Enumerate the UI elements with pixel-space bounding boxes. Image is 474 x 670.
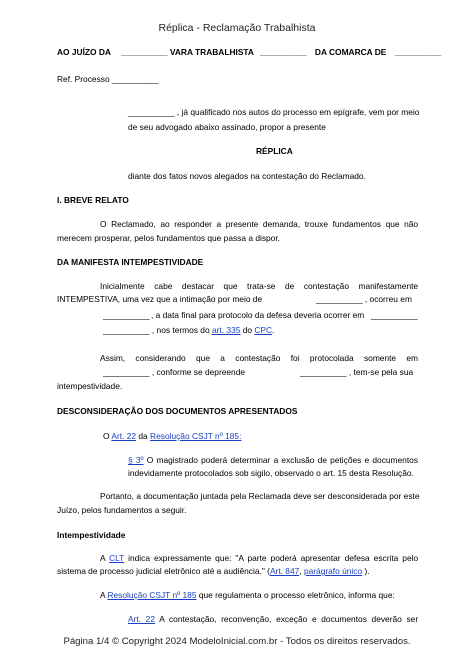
section3-p2-line-2: Juízo, pelos fundamentos a seguir. <box>57 505 187 515</box>
address-blank2: __________ <box>259 47 307 57</box>
document-header-title: Réplica - Reclamação Trabalhista <box>158 22 316 34</box>
link-art-335[interactable]: art. 335 <box>211 325 241 335</box>
address-part1: AO JUÍZO DA <box>57 47 111 57</box>
link-paragraph-3[interactable]: § 3º <box>128 455 144 465</box>
address-blank3: __________ <box>394 47 442 57</box>
section2-p1-line-4: __________ , nos termos do art. 335 do CPC. <box>103 325 275 335</box>
section3-quote-line-1: § 3º O magistrado poderá determinar a exclusão de petições e documentos <box>128 455 419 465</box>
section3-p2-line-1: Portanto, a documentação juntada pela Reclamada deve ser desconsiderada por este <box>100 491 420 501</box>
section2-p1-line-3a: __________ <box>103 310 150 320</box>
address-blank1: __________ <box>121 47 168 57</box>
intro-line-1: __________ , já qualificado nos autos do processo em epígrafe, vem por meio <box>128 107 420 117</box>
section1-paragraph-line-2: merecem prosperar, pelos fundamentos que passa a dispor. <box>57 233 280 243</box>
section2-p2-line-3: intempestividade. <box>57 381 123 391</box>
section3-line-1: O Art. 22 da Resolução CSJT nº 185: <box>103 431 242 441</box>
process-reference: Ref. Processo __________ <box>57 74 159 84</box>
link-art-22[interactable]: Art. 22 <box>111 431 137 441</box>
section2-p1-line-1: Inicialmente cabe destacar que trata-se de contestação manifestamente <box>100 281 419 291</box>
address-line <box>57 47 441 58</box>
section2-p1-line-3c: __________ <box>371 310 418 320</box>
section2-p2-line-2b: __________ , tem-se pela sua <box>300 367 414 377</box>
link-resolucao-csjt-185[interactable]: Resolução CSJT nº 185: <box>150 431 242 441</box>
section-heading-intempestividade-manifesta: DA MANIFESTA INTEMPESTIVIDADE <box>57 257 204 267</box>
section3-quote-line-2: indevidamente protocolados sob sigilo, observado o art. 15 desta Resolução. <box>128 468 414 478</box>
section4-line-4: Art. 22 A contestação, reconvenção, exceção e documentos deverão ser <box>128 614 419 624</box>
section2-p2-line-1: Assim, considerando que a contestação foi protocolada somente em <box>100 353 419 363</box>
section2-p1-line-3b: , a data final para protocolo da defesa deveria ocorrer em <box>151 310 365 320</box>
document-title: RÉPLICA <box>256 146 293 156</box>
section4-line-3: A Resolução CSJT nº 185 que regulamenta o processo eletrônico, informa que: <box>100 590 395 600</box>
link-clt[interactable]: CLT <box>109 553 125 563</box>
link-art-847[interactable]: Art. 847 <box>269 566 300 576</box>
section-heading-desconsideracao: DESCONSIDERAÇÃO DOS DOCUMENTOS APRESENTADOS <box>57 406 298 416</box>
section1-paragraph-line-1: O Reclamado, ao responder a presente demanda, trouxe fundamentos que não <box>100 219 419 229</box>
intro-line-2: de seu advogado abaixo assinado, propor a presente <box>128 122 326 132</box>
page-footer: Página 1/4 © Copyright 2024 ModeloInicial.com.br - Todos os direitos reservados. <box>63 636 411 647</box>
section-heading-breve-relato: I. BREVE RELATO <box>57 195 129 205</box>
address-part3: DA COMARCA DE <box>314 47 387 57</box>
link-resolucao-csjt-185-b[interactable]: Resolução CSJT nº 185 <box>107 590 197 600</box>
link-art-22-b[interactable]: Art. 22 <box>128 614 155 624</box>
intro-line-3: diante dos fatos novos alegados na contestação do Reclamado. <box>128 171 366 181</box>
section4-line-2: sistema de processo judicial eletrônico até a audiência." (Art. 847, parágrafo único ). <box>57 566 370 576</box>
section-heading-intempestividade: Intempestividade <box>57 530 126 540</box>
link-cpc[interactable]: CPC <box>254 325 273 335</box>
link-paragrafo-unico[interactable]: parágrafo único <box>303 566 363 576</box>
section2-p1-line-2b: __________ , ocorreu em <box>316 294 412 304</box>
address-part2: VARA TRABALHISTA <box>169 47 254 57</box>
section4-line-1: A CLT indica expressamente que: "A parte poderá apresentar defesa escrita pelo <box>100 553 419 563</box>
section2-p1-line-2a: INTEMPESTIVA, uma vez que a intimação por meio de <box>57 294 263 304</box>
section2-p2-line-2a: __________ , conforme se depreende <box>103 367 246 377</box>
